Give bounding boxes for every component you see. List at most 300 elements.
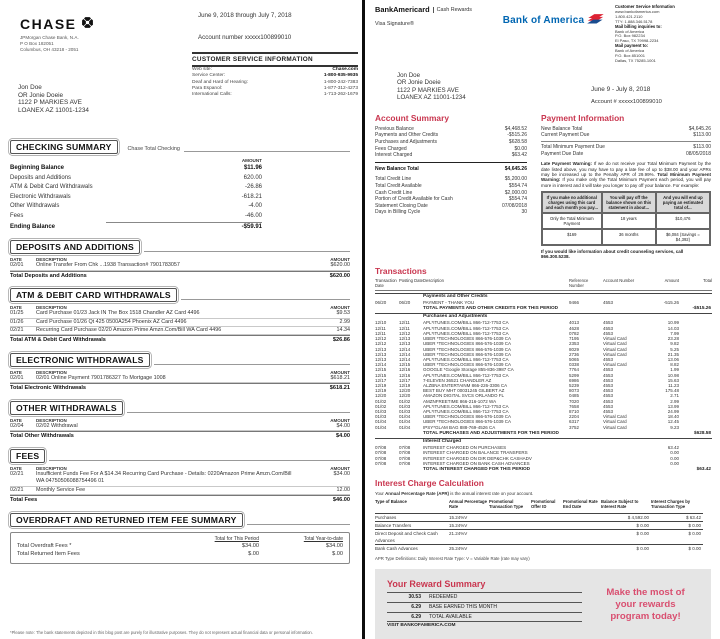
- table-row: 02/21 Recurring Card Purchase 02/20 Amazon Prime Amzn.Com/Bill WA Card 4496 14.34: [10, 327, 350, 335]
- balance-type: Purchases: [375, 513, 449, 521]
- tx-account: 4553: [603, 403, 614, 409]
- disclaimer-footnote: *Please note: The bank statements depicted in this blog post are purely for illustrative purposes. They do not represent actual financial data or personal information.: [10, 630, 313, 635]
- tx-date: 12/11: [375, 325, 386, 331]
- tx-account: 4553: [603, 320, 614, 326]
- interest-total-row: TOTAL INTEREST CHARGED FOR THIS PERIOD $63.42: [423, 465, 711, 471]
- apr-type-definitions: APR Type Definitions: Daily Interest Rate Type: V = Variable Rate (rate may vary): [375, 556, 530, 562]
- payment-information: [541, 111, 711, 259]
- interest-calc-rows: [375, 513, 711, 552]
- interest-charges: $ 0.00: [651, 544, 703, 552]
- tx-description: IPSY*GLAM BAG 888-769-4526 CA: [423, 424, 496, 430]
- account-summary-rows: [375, 126, 527, 159]
- tx-description: APL*ITUNES.COM/BILL 866-712-7753 CA: [423, 356, 509, 362]
- tx-date: 01/04: [375, 419, 387, 425]
- table-row: 02/01 Online Transfer From Chk ...1938 Transaction# 7901783057 $620.00: [10, 262, 350, 270]
- boa-service-title: Customer Service Information: [614, 4, 675, 9]
- tx-account: 4553: [603, 356, 614, 362]
- posting-date: 12/16: [399, 372, 411, 378]
- statement-period: June 9, 2018 through July 7, 2018: [198, 12, 292, 19]
- tx-date: 12/15: [375, 367, 387, 373]
- boa-account-number: Account # xxxxx100899010: [591, 98, 662, 105]
- posting-date: 01/04: [399, 419, 411, 425]
- reward-summary-table: [387, 579, 582, 630]
- tx-description: AMZNFREETIME 866-216-1072 WA: [423, 398, 497, 404]
- amount-column-header: AMOUNT: [241, 158, 262, 163]
- interest-charges: $ 0.00: [651, 529, 703, 544]
- boa-service-block: Customer Service Information www.bankofamerica.com 1.800.421.2110 TTY: 1.888.346.5178 Mail billing inquiries to: Bank of America P.O. Box 982234 El Paso, TX 79998-2234 Mail payment to: Bank of America P.O. Box 851001 Dallas, TX 75285-1001: [615, 5, 711, 64]
- tx-amount: 14.03: [667, 325, 679, 331]
- promo-type: [489, 529, 531, 544]
- tx-account: 4553: [603, 367, 614, 373]
- tx-amount: 0.00: [670, 455, 679, 461]
- tx-date: 07/08: [375, 455, 387, 461]
- tx-amount: 21.35: [667, 351, 679, 357]
- boa-address-row: [375, 72, 711, 105]
- tx-date: 12/13: [375, 346, 387, 352]
- tx-reference: 7764: [569, 367, 580, 373]
- tx-date: 01/02: [375, 403, 387, 409]
- rule: [127, 412, 350, 413]
- tx-account: 4553: [603, 330, 614, 336]
- overdraft-title: OVERDRAFT AND RETURNED ITEM FEE SUMMARY: [10, 513, 243, 527]
- summary-row: Days in Billing Cycle 30: [375, 209, 527, 216]
- reward-summary-box: [375, 569, 711, 639]
- tx-amount: 2.71: [670, 393, 679, 399]
- posting-date: 12/15: [399, 362, 411, 368]
- tx-reference: 7020: [569, 398, 580, 404]
- tx-reference: 6986: [569, 377, 580, 383]
- checking-summary-header: [10, 140, 350, 154]
- purchases-subsection: [375, 311, 711, 320]
- tx-amount: 9.23: [670, 424, 679, 430]
- rule: [247, 524, 350, 525]
- promo-type: [489, 521, 531, 529]
- purchases-rows: [375, 320, 711, 429]
- posting-date: 12/13: [399, 336, 411, 342]
- boa-brand-block: [375, 5, 493, 27]
- table-row: 02/21 Insufficient Funds Fee For A $14.34 Recurring Card Purchase - Details: 0220Amazon Prime Amzn.Com/Bill WA 04750506088754496 01 $34.00: [10, 471, 350, 487]
- tx-account: 4553: [603, 299, 614, 305]
- service-label: Web site:: [192, 67, 212, 72]
- deposits-title: DEPOSITS AND ADDITIONS: [10, 240, 140, 254]
- boa-addressee-block: Jon Doe OR Jonie Doeie 1122 P MARKIES AVE LOANEX AZ 11001-1234: [397, 71, 466, 102]
- tx-account: [603, 461, 643, 466]
- transactions-table: Transaction Date Posting Date Description Reference Number Account Number Amount Total Payments and Other Credits: [375, 278, 712, 299]
- payment-row: Total Minimum Payment Due $113.00: [541, 144, 711, 151]
- tx-account: 4553: [603, 388, 614, 394]
- table-header: DATE DESCRIPTION AMOUNT: [10, 417, 350, 423]
- boa-logo: [503, 11, 606, 29]
- tx-description: INTEREST CHARGED ON PURCHASES: [423, 445, 507, 451]
- account-summary: [375, 111, 527, 259]
- reward-summary-title: Your Reward Summary: [387, 579, 486, 590]
- posting-date: 12/11: [399, 320, 410, 326]
- deposits-section-header: [10, 240, 350, 254]
- tx-amount: 9.82: [670, 341, 679, 347]
- payment-row: Payment Due Date 08/05/2018: [541, 150, 711, 157]
- chase-bank-address: JPMorgan Chase Bank, N.A. P O Box 182051 Columbus, OH 43218 - 2051: [20, 35, 79, 52]
- tx-date: 12/10: [375, 320, 387, 326]
- balance-type: Direct Deposit and Check Cash Advances: [375, 529, 449, 544]
- apr-value: 15.24%V: [449, 513, 489, 521]
- rule: [49, 460, 350, 461]
- deposits-rows: [10, 262, 350, 270]
- tx-description: ALZBNA ENTERTAINM 866-226-3306 CA: [423, 382, 508, 388]
- fees-title: FEES: [10, 449, 45, 463]
- atm-title: ATM & DEBIT CARD WITHDRAWALS: [10, 288, 177, 302]
- payments-total-row: TOTAL PAYMENTS AND OTHER CREDITS FOR THIS PERIOD -$515.26: [423, 305, 711, 311]
- atm-total-row: Total ATM & Debit Card Withdrawals $26.86: [10, 337, 350, 344]
- interest-calc-title: Interest Charge Calculation: [375, 478, 484, 489]
- apr-value: 21.24%V: [449, 529, 489, 544]
- summary-row: Cash Credit Line $2,000.00: [375, 189, 527, 196]
- account-summary-title: Account Summary: [375, 112, 449, 123]
- summary-row: Payments and Other Credits -$515.26: [375, 132, 527, 139]
- deposits-total-row: Total Deposits and Additions $620.00: [10, 272, 350, 279]
- posting-date: 12/17: [399, 377, 411, 383]
- atm-rows: [10, 310, 350, 335]
- promo-end: [563, 513, 601, 521]
- account-summary-rows2: [375, 176, 527, 216]
- reward-label: TOTAL AVAILABLE: [429, 613, 472, 620]
- fees-section-header: [10, 449, 350, 463]
- tx-amount: 10.99: [667, 320, 679, 326]
- balance-type: Bank Cash Advances: [375, 544, 449, 552]
- boa-header: [375, 5, 711, 64]
- table-row: 01/25 Card Purchase 01/23 Jack IN The Box 1518 Chandler AZ Card 4496 $9.53: [10, 310, 350, 318]
- table-row: 02/21 Monthly Service Fee 12.00: [10, 487, 350, 495]
- tx-date: 01/04: [375, 424, 387, 430]
- balance-subject: $ 0.00: [601, 529, 651, 544]
- tx-description: UBER *TECHNOLOGIES 866-576-1039 CA: [423, 346, 512, 352]
- tx-description: APL*ITUNES.COM/BILL 866-712-7753 CA: [423, 325, 509, 331]
- customer-service-row: [192, 92, 358, 98]
- tx-amount: 1.99: [670, 367, 679, 373]
- tx-account: Virtual Card: [603, 336, 627, 342]
- tx-date: 12/17: [375, 377, 387, 383]
- tx-date: 01/03: [375, 408, 387, 414]
- fees-total-row: Total Fees $46.00: [10, 497, 350, 504]
- tx-account: Virtual Card: [603, 414, 627, 420]
- posting-date: 12/12: [399, 330, 411, 336]
- summary-row: Fees Charged $0.00: [375, 145, 527, 152]
- tx-amount: 7.99: [670, 330, 679, 336]
- tx-account: Virtual Card: [603, 346, 627, 352]
- summary-row: Interest Charged $63.42: [375, 152, 527, 159]
- tx-account: 4553: [603, 372, 614, 378]
- tx-account: 4553: [603, 398, 614, 404]
- tx-amount: 18.40: [667, 414, 679, 420]
- summary-row: Purchases and Adjustments $628.58: [375, 139, 527, 146]
- tx-description: UBER *TECHNOLOGIES 866-576-1039 CA: [423, 362, 512, 368]
- summary-row: Previous Balance $4,468.52: [375, 125, 527, 132]
- posting-date: 12/14: [399, 356, 411, 362]
- tx-date: 12/19: [375, 388, 387, 394]
- tx-reference: 3752: [569, 424, 580, 430]
- tx-reference: 5239: [569, 382, 580, 388]
- boa-flag-icon: [587, 11, 605, 29]
- rule: [181, 299, 350, 300]
- tx-description: UBER *TECHNOLOGIES 866-576-1039 CA: [423, 419, 512, 425]
- summary-row: ATM & Debit Card Withdrawals -26.86: [10, 184, 262, 191]
- posting-date: 01/04: [399, 414, 411, 420]
- boa-statement-period: June 9 - July 8, 2018: [591, 85, 651, 93]
- posting-date: 12/11: [399, 325, 410, 331]
- balance-subject: $ 4,592.00: [601, 513, 651, 521]
- tx-amount: 10.98: [667, 372, 679, 378]
- tx-reference: 5065: [569, 356, 580, 362]
- service-value: 1-713-262-1679: [323, 92, 358, 98]
- promo-type: [489, 513, 531, 521]
- tx-description: APL*ITUNES.COM/BILL 866-712-7753 CA: [423, 330, 509, 336]
- promo-end: [563, 529, 601, 544]
- apr-value: 15.24%V: [449, 521, 489, 529]
- other-section-header: [10, 401, 350, 415]
- service-value: Chase.com: [332, 67, 358, 72]
- service-value: 1-877-312-4273: [323, 85, 358, 91]
- reward-row: [387, 612, 582, 622]
- tx-reference: 8073: [569, 388, 580, 394]
- customer-service-rows: [192, 67, 358, 98]
- atm-section-header: [10, 288, 350, 302]
- boa-card-product: Visa Signature®: [375, 21, 414, 27]
- posting-date: 01/02: [399, 398, 411, 404]
- boa-card-brand-suffix: Cash Rewards: [433, 7, 472, 13]
- boa-statement: [365, 0, 720, 639]
- tx-date: 12/20: [375, 393, 387, 399]
- customer-service-box: [192, 52, 358, 98]
- tx-description: UBER *TECHNOLOGIES 866-576-1039 CA: [423, 351, 512, 357]
- tx-amount: 2.99: [670, 398, 679, 404]
- reward-row: [387, 602, 582, 612]
- tx-date: 12/13: [375, 351, 387, 357]
- new-balance-row: New Balance Total $4,645.26: [375, 165, 527, 172]
- tx-amount: 24.99: [667, 408, 679, 414]
- tx-amount: 63.42: [667, 445, 679, 451]
- tx-date: 07/08: [375, 445, 387, 451]
- tx-description: UBER *TECHNOLOGIES 866-576-1039 CA: [423, 336, 512, 342]
- posting-date: 12/14: [399, 346, 411, 352]
- service-label: Service Center:: [192, 73, 226, 79]
- transactions-title: Transactions: [375, 266, 427, 277]
- summary-row: Beginning Balance $11.96: [10, 165, 262, 171]
- table-header: DATE DESCRIPTION AMOUNT: [10, 305, 350, 311]
- addressee-block: Jon Doe OR Jonie Doeie 1122 P MARKIES AVE LOANEX AZ 11001-1234: [18, 84, 89, 114]
- tx-account: 4553: [603, 325, 614, 331]
- service-label: International Calls:: [192, 92, 232, 98]
- tx-reference: 0782: [569, 330, 580, 336]
- tx-amount: 15.63: [667, 377, 679, 383]
- posting-date: 01/04: [399, 424, 411, 430]
- purchases-total-row: TOTAL PURCHASES AND ADJUSTMENTS FOR THIS PERIOD $628.58: [423, 429, 711, 435]
- service-label: Deaf and Hard of Hearing:: [192, 79, 248, 85]
- reward-promo-text: Make the most of your rewards program today!: [606, 587, 685, 623]
- tx-amount: 12.45: [667, 419, 679, 425]
- tx-date: 12/12: [375, 341, 387, 347]
- boa-dates-block: [591, 72, 711, 105]
- tx-reference: 8710: [569, 408, 580, 414]
- interest-charges: $ 63.42: [651, 513, 703, 521]
- posting-date: 12/20: [399, 393, 411, 399]
- chase-header: [10, 6, 358, 132]
- posting-date: 07/08: [399, 445, 411, 451]
- tx-date: 06/20: [375, 299, 387, 305]
- posting-date: 01/03: [399, 408, 411, 414]
- tx-reference: 2204: [569, 414, 580, 420]
- boa-summary-columns: [375, 111, 711, 259]
- payment-info-rows2: [541, 144, 711, 157]
- interest-charges: $ 0.00: [651, 521, 703, 529]
- boa-card-brand: BankAmericard Cash Rewards: [375, 5, 472, 14]
- summary-row: Portion of Credit Available for Cash $554.74: [375, 196, 527, 203]
- rule: [144, 251, 350, 252]
- electronic-total-row: Total Electronic Withdrawals $618.21: [10, 385, 350, 392]
- rule: [184, 151, 350, 152]
- tx-account: Virtual Card: [603, 351, 627, 357]
- chase-logo-block: [20, 16, 94, 52]
- overdraft-rows: [17, 542, 343, 559]
- tx-description: APL*ITUNES.COM/BILL 866-712-7753 CA: [423, 408, 509, 414]
- reward-row: [387, 592, 582, 602]
- balance-subject: $ 0.00: [601, 521, 651, 529]
- posting-date: 07/08: [399, 450, 411, 456]
- service-value: 1-800-935-9935: [323, 73, 358, 79]
- summary-row: Statement Closing Date 07/08/2018: [375, 202, 527, 209]
- posting-date: 01/03: [399, 403, 411, 409]
- overdraft-column-headers: Total for This Period Total Year-to-date: [214, 535, 343, 542]
- promo-end: [563, 544, 601, 552]
- other-total-row: Total Other Withdrawals $4.00: [10, 433, 350, 440]
- tx-amount: 13.06: [667, 356, 679, 362]
- tx-account: 4553: [603, 377, 614, 383]
- tx-amount: -515.26: [663, 299, 679, 305]
- service-value: 1-800-242-7383: [323, 79, 358, 85]
- promo-id: [531, 529, 563, 544]
- promo-type: [489, 544, 531, 552]
- promo-id: [531, 521, 563, 529]
- fees-rows: [10, 471, 350, 495]
- overdraft-row: Total Returned Item Fees $.00 $.00: [17, 551, 343, 558]
- table-row: 02/04 02/02 Withdrawal $4.00: [10, 423, 350, 431]
- tx-description: APL*ITUNES.COM/BILL 866-712-7753 CA: [423, 403, 509, 409]
- tx-account: 4553: [603, 382, 614, 388]
- customer-service-title: CUSTOMER SERVICE INFORMATION: [192, 54, 358, 67]
- promo-id: [531, 544, 563, 552]
- tx-description: PAYMENT - THANK YOU: [423, 299, 475, 305]
- payment-row: Current Payment Due $113.00: [541, 132, 711, 139]
- tx-reference: 8029: [569, 346, 580, 352]
- posting-date: 12/19: [399, 382, 411, 388]
- minimum-payment-example-table: If you make no additional charges using this card and each month you pay... You will pay off the balance shown on this statement in about... And you will end up paying an estimated total of... Only the Total Minimum Payment 18 years $10,476 $169 36 months $6,084 (Savings = $4,392): [541, 191, 711, 246]
- electronic-section-header: [10, 353, 350, 367]
- summary-row: Other Withdrawals -4.00: [10, 203, 262, 210]
- service-label: Para Espanol:: [192, 85, 223, 91]
- tx-description: INTEREST CHARGED ON DIR DEP&CHK CASHADV: [423, 455, 532, 461]
- summary-row: Electronic Withdrawals -618.21: [10, 193, 262, 200]
- payment-information-title: Payment Information: [541, 112, 625, 123]
- overdraft-section-header: [10, 513, 350, 527]
- tx-amount: 13.99: [667, 403, 679, 409]
- tx-amount: 0.00: [670, 450, 679, 456]
- interest-subsection: [375, 436, 711, 445]
- reward-value: 6.29: [411, 603, 421, 610]
- tx-amount: 23.28: [667, 336, 679, 342]
- other-title: OTHER WITHDRAWALS: [10, 401, 123, 415]
- rule: [541, 141, 711, 142]
- table-header: DATE DESCRIPTION AMOUNT: [10, 369, 350, 375]
- purchases-subsection-title: Purchases and Adjustments: [375, 313, 712, 320]
- table-row: 02/01 02/01 Online Payment 7901786327 To Mortgage 1008 $618.21: [10, 375, 350, 383]
- tx-date: 12/15: [375, 372, 387, 378]
- tx-account: Virtual Card: [603, 362, 627, 368]
- tx-reference: 6317: [569, 419, 580, 425]
- summary-row: Deposits and Additions 620.00: [10, 174, 262, 181]
- tx-description: APL*ITUNES.COM/BILL 866-712-7753 CA: [423, 372, 509, 378]
- tx-description: INTEREST CHARGED ON BALANCE TRANSFERS: [423, 450, 528, 456]
- boa-logo-text: Bank of America: [502, 14, 585, 26]
- posting-date: 12/16: [399, 367, 411, 373]
- interest-calc-table: Type of Balance Annual Percentage Rate Promotional Transaction Type Promotional Offer ID Promotional Rate End Date Balance Subject to Interest Rate Interest Charges by Transaction Type: [375, 499, 691, 510]
- payment-info-rows: [541, 126, 711, 139]
- tx-amount: 0.00: [670, 460, 679, 466]
- reward-label: BASE EARNED THIS MONTH: [429, 603, 497, 610]
- tx-date: 12/19: [375, 382, 387, 388]
- tx-date: 07/08: [375, 460, 387, 466]
- table-header: DATE DESCRIPTION AMOUNT: [10, 465, 350, 471]
- tx-reference: 0338: [569, 362, 580, 368]
- tx-reference: 9466: [569, 299, 580, 305]
- summary-row: Total Credit Available $554.74: [375, 183, 527, 190]
- posting-date: 12/13: [399, 341, 411, 347]
- reward-value: 6.29: [411, 613, 421, 620]
- tx-description: 7-ELEVEN 36521 CHANDLER AZ: [423, 377, 492, 383]
- tx-reference: 4628: [569, 325, 580, 331]
- boa-mail-payment-title: Mail payment to:: [614, 43, 649, 49]
- tx-amount: 175.48: [665, 388, 679, 394]
- summary-row: Ending Balance -$59.91: [10, 223, 262, 230]
- reward-rows: [387, 592, 582, 621]
- rule: [375, 162, 527, 163]
- payments-subsection-title: Payments and Other Credits: [375, 293, 712, 300]
- checking-summary-table: [10, 158, 350, 232]
- interest-rows: [375, 445, 711, 466]
- boa-mail-billing-title: Mail billing inquiries to:: [614, 23, 662, 29]
- posting-date: 07/08: [399, 460, 411, 466]
- tx-reference: 7658: [569, 403, 580, 409]
- tx-description: GOOGLE *Google Storage 855-836-3987 CA: [423, 367, 514, 373]
- tx-amount: 5.25: [670, 346, 679, 352]
- reward-visit-link: VISIT BANKOFAMERICA.COM: [387, 621, 582, 631]
- table-row: 01/26 Card Purchase 01/26 Qt 425 0500A254 Phoenix AZ Card 4496 2.99: [10, 319, 350, 327]
- tx-description: UBER *TECHNOLOGIES 866-576-1039 CA: [423, 414, 512, 420]
- promo-id: [531, 513, 563, 521]
- summary-row: Fees -46.00: [10, 212, 262, 219]
- chase-octagon-icon: [81, 16, 94, 32]
- chase-logo: [20, 16, 94, 32]
- electronic-title: ELECTRONIC WITHDRAWALS: [10, 353, 150, 367]
- tx-date: 12/11: [375, 330, 386, 336]
- table-header: DATE DESCRIPTION AMOUNT: [10, 257, 350, 263]
- credit-counseling-note: If you would like information about credit counseling services, call 866.300.5238.: [541, 249, 684, 260]
- posting-date: 12/20: [399, 388, 411, 394]
- payment-row: New Balance Total $4,645.26: [541, 125, 711, 132]
- tx-date: 12/13: [375, 356, 387, 362]
- reward-value: 30.53: [408, 594, 421, 601]
- tx-account: 4553: [603, 408, 614, 414]
- posting-date: 07/08: [399, 455, 411, 461]
- overdraft-box: [10, 532, 350, 564]
- tx-reference: [569, 461, 603, 466]
